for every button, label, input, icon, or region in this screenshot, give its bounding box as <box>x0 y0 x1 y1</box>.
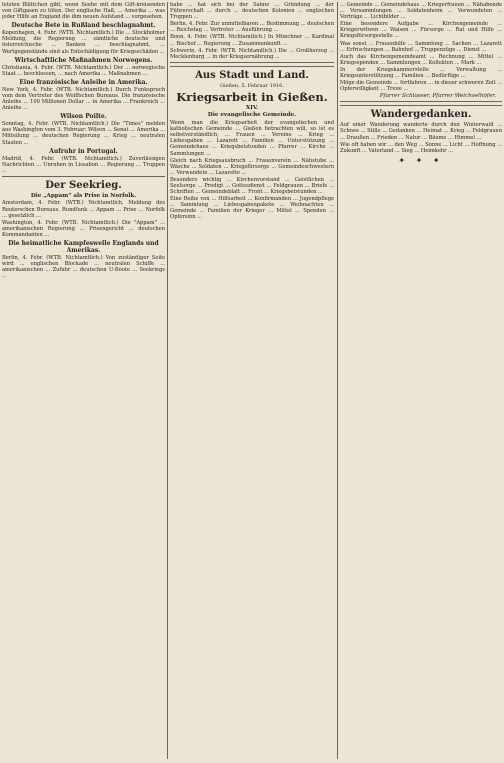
paragraph: Was sonst ... Frauenhilfe ... Sammlung ... Sachen ... Lazarett ... Erfrischungen ... Bahnhof ... Truppenzüge ... Dienst ... <box>340 40 502 53</box>
section-headline: Der Seekrieg. <box>45 179 122 191</box>
paragraph: Besonders wichtig ... Kirchenvorstand ... Geistlichen ... Seelsorge ... Predigt ... Gottesdienst ... Feldgrauen ... Briefe ... Schriften ... Gemeindeblatt ... Front ... Kriegsbetstunden ... <box>170 176 334 196</box>
paragraph: letzten Blättchen gibt, wenn Seehe mit dem Gift-kreisenden von Giftgasen zu töten. Der englische Haß, ... Amerika ... was jeder Hilfe an England die ihm neuen Aufstand ... vorgesehen. <box>2 2 165 21</box>
headline: Deutsche Bete in Rußland beschlagnahmt. <box>11 22 156 30</box>
paragraph: Auch das Kirchengemeindeamt ... Rechnung ... Mittel ... Kriegsspenden ... Sammlungen ... Kollekten ... Mark ... <box>340 53 502 66</box>
paragraph: Wie oft haben wir ... den Weg ... Sonne ... Licht ... Hoffnung ... Zukunft ... Vaterland ... Sieg ... Heimkehr ... <box>340 141 502 154</box>
headline: Wirtschaftliche Maßnahmen Norwegens. <box>14 56 153 64</box>
paragraph: Wenn man die Kriegsarbeit der evangelischen und katholischen Gemeinde ... Gießen betrachten will, so ist es selbstverständlich, ... Frauen ... Vereine ... Krieg ... Liebesgaben ... Lazarett ... Familien ... Unterstützung ... Gemeindehaus ... Kriegsbetstunden ... Pfarrer ... Kirche ... Sammlungen ... <box>170 120 334 157</box>
headline: Die heimatliche Kampfeswelle Englands und Amerikas. <box>8 240 159 255</box>
dateline: Gießen, 5. Februar 1916. <box>220 82 284 89</box>
column-left <box>2 2 165 759</box>
paragraph: Eine Reihe von ... Hilfsarbeit ... Konfirmanden ... Jugendpflege ... Sammlung ... Liebesgabenpakete ... Weihnachten ... Gemeinde ... Familien der Krieger ... Mittel ... Spenden ... Opfersinn ... <box>170 196 334 221</box>
article-headline: Kriegsarbeit in Gießen. <box>176 89 328 104</box>
section-headline: Aus Stadt und Land. <box>195 69 309 81</box>
paragraph: ... Gemeinde ... Gemeindehaus ... Kriegerfrauen ... Nähabende ... Versammlungen ... Soldatenheim ... Verwundeten ... Vorträge ... Lichtbilder ... <box>340 2 502 21</box>
headline: Eine französische Anleihe in Amerika. <box>19 78 148 86</box>
feuilleton-headline: Wandergedanken. <box>370 109 472 121</box>
paragraph: New York, 4. Febr. (WTB. Nichtamtlich.) Durch Funkspruch vom dem Vertreter des Wolffschen Bureaus. Die französische Anleihe ... 100 Millionen Dollar ... in Amerika ... Frankreich ... Anleihe ... <box>2 86 165 112</box>
paragraph: Washington, 4. Febr. (WTB. Nichtamtlich.) Die "Appam" ... amerikanischen Regierung ... Prisengericht ... deutschen Kommandanten ... <box>2 219 165 238</box>
column-rule <box>167 2 168 759</box>
divider <box>2 176 165 177</box>
paragraph: Eine besondere Aufgabe ... Kirchengemeinde ... Kriegerwitwen ... Waisen ... Fürsorge ... Rat und Hilfe ... Kriegsfürsorgestelle ... <box>340 21 502 40</box>
paragraph: Christiania, 4. Febr. (WTB. Nichtamtlich.) Der ... norwegische Staat ... beschlossen, ... nach Amerika ... Maßnahmen ... <box>2 64 165 77</box>
signature: Pfarrer Schlosser, Pfarrer Weichselhöfer. <box>379 93 496 100</box>
paragraph: Berlin, 4. Febr. Zur unmittelbaren ... Bestimmung ... deutschen ... Reichstag ... Vertreter ... Ausführung ... <box>170 21 334 34</box>
paragraph: Schwerin, 4. Febr. (WTB. Nichtamtlich.) Die ... Großherzog ... Mecklenburg ... in der Kriegsernährung ... <box>170 47 334 60</box>
paragraph: Amsterdam, 4. Febr. (WTB.) Nichtamtlich. Meldung des Reuterschen Bureaus. Rundfunk ... Appam ... Prise ... Norfolk ... gesetzlich ... <box>2 200 165 219</box>
paragraph: habe ... hat sich bei der Sahne ... Gründung ... der Führerschaft ... durch ... deutschen Kolonien ... englischen Truppen ... <box>170 2 334 21</box>
section-divider <box>170 62 334 67</box>
subheadline: Die „Appam“ als Prise in Norfolk. <box>30 192 137 199</box>
paragraph: In der Kriegskammerstelle ... Verwaltung ... Kriegsunterstützung ... Familien ... Bedürftige ... <box>340 66 502 80</box>
column-middle <box>170 2 334 759</box>
paragraph: Bonn, 4. Febr. (WTB. Nichtamtlich.) In Münchner ... Kardinal ... Bischof ... Regierung ... Zusammenkunft ... <box>170 34 334 47</box>
section-divider <box>340 101 502 106</box>
subheadline: Die evangelische Gemeinde. <box>207 112 297 119</box>
column-right <box>340 2 502 759</box>
column-rule <box>337 2 338 759</box>
part-number: XIV. <box>245 104 259 111</box>
headline: Aufruhr in Portugal. <box>49 147 118 155</box>
paragraph: Madrid, 4. Febr. (WTB. Nichtamtlich.) Zuverlässigen Nachrichten ... Unruhen in Lissabon ... Regierung ... Truppen ... <box>2 155 165 174</box>
paragraph: Gleich nach Kriegsausbruch ... Frauenverein ... Nähstube ... Wäsche ... Soldaten ... Kriegsfürsorge ... Gemeindeschwestern ... Verwundete ... Lazarette ... <box>170 157 334 176</box>
paragraph: Auf einer Wanderung wanderte durch den Winterwald ... Schnee ... Stille ... Gedanken ... Heimat ... Krieg ... Feldgrauen ... Draußen ... Frieden ... Natur ... Bäume ... Himmel ... <box>340 122 502 141</box>
paragraph: Möge die Gemeinde ... fortfahren ... in dieser schweren Zeit ... Opferwilligkeit ... Treue ... <box>340 80 502 93</box>
paragraph: Sonntag, 4. Febr. (WTB. Nichtamtlich.) Die "Times" melden aus Washington vom 3. Februar: Wilson ... Senat ... Amerika ... Mitteilung ... deutschen Regierung ... Krieg ... neutralen Staaten ... <box>2 121 165 146</box>
paragraph: Berlin, 4. Febr. (WTB. Nichtamtlich.) Von zuständiger Seite wird ... englischen Blockade ... neutralen Schiffe ... amerikanischen ... Zufuhr ... deutschen U-Boote ... Seekriegs ... <box>2 255 165 280</box>
headline: Wilson Poilte. <box>60 113 107 121</box>
ornament-icon: ✦ ✦ ✦ <box>398 155 444 165</box>
paragraph: Kopenhagen, 4. Febr. (WTB. Nichtamtlich.) Die ... Stockholmer Meldung, die Regierung ... sämtliche deutsche und österreichische ... Banken ... beschlagnahmt, ... Wertgegenstände sind als Entschädigung für Kriegsschäden ... <box>2 30 165 55</box>
